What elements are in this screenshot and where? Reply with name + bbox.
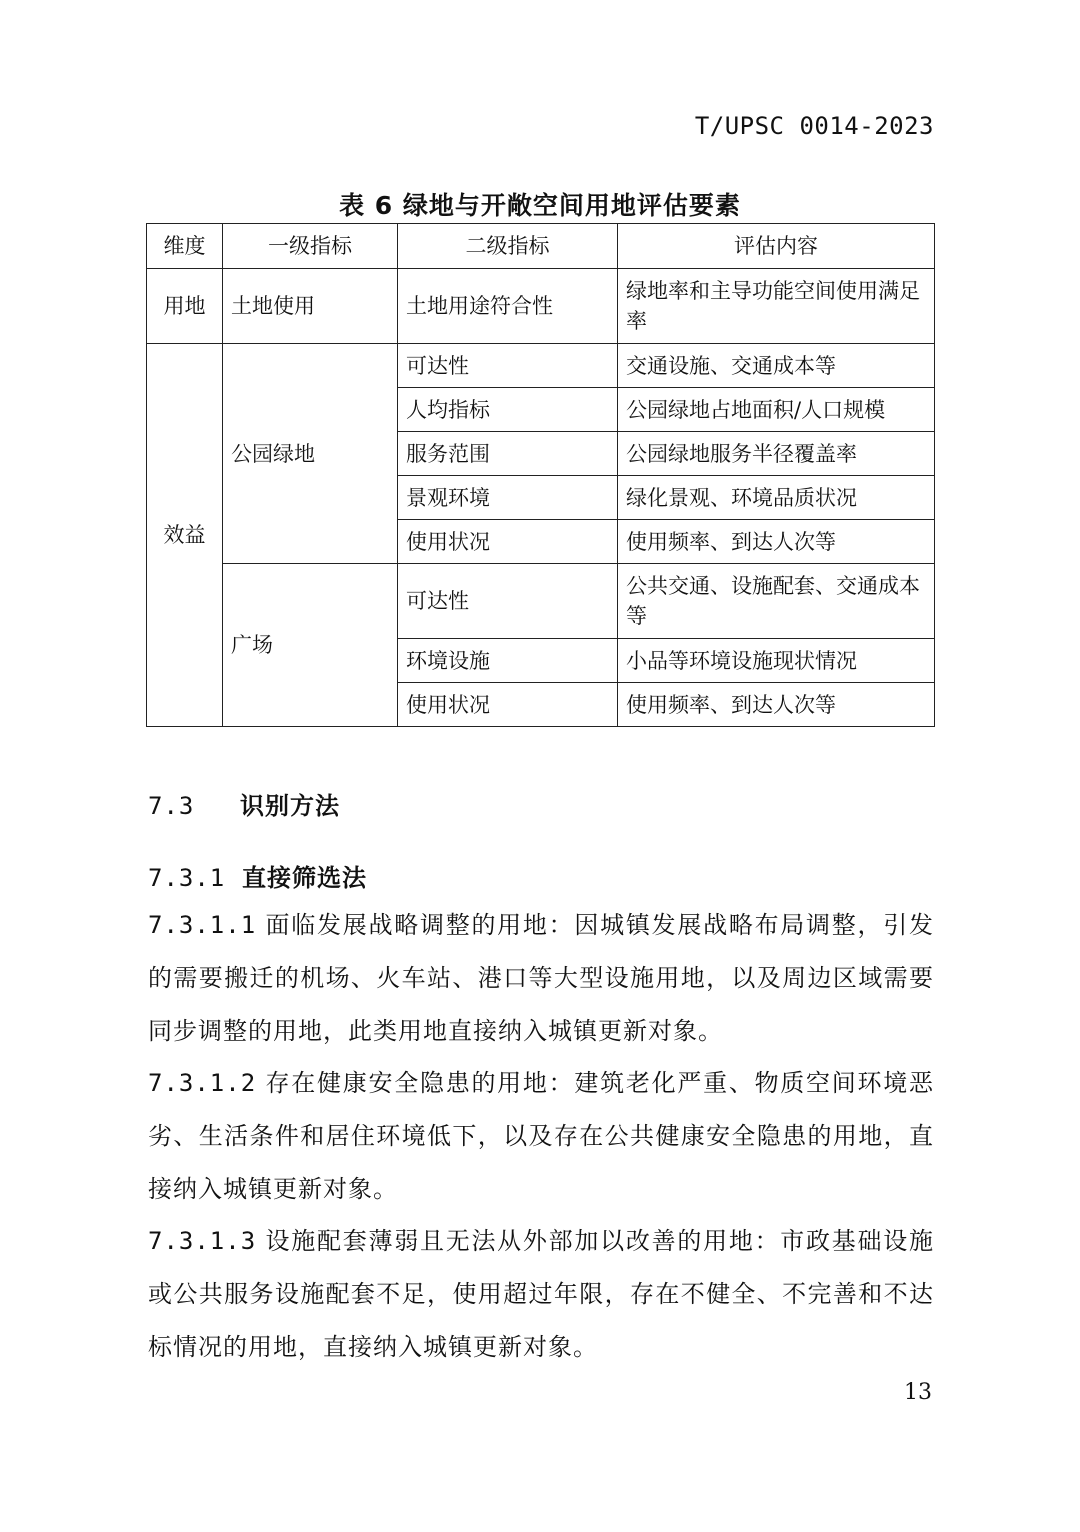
clause-number: 7.3.1.3 [148, 1227, 257, 1255]
page-number: 13 [904, 1380, 932, 1405]
cell-content: 公共交通、设施配套、交通成本等 [618, 564, 935, 639]
cell-level2: 环境设施 [398, 639, 618, 683]
cell-content: 交通设施、交通成本等 [618, 344, 935, 388]
column-header-dimension: 维度 [147, 224, 223, 269]
section-heading-7-3-1 [148, 858, 367, 893]
section-title: 识别方法 [240, 792, 340, 820]
cell-dimension-land: 用地 [147, 269, 223, 344]
table-title: 表 6 绿地与开敞空间用地评估要素 [339, 191, 741, 220]
cell-level1-park: 公园绿地 [223, 344, 398, 564]
table-row [147, 564, 935, 639]
cell-level2: 人均指标 [398, 388, 618, 432]
clause-number: 7.3.1.1 [148, 911, 257, 939]
table-row [147, 344, 935, 388]
column-header-content: 评估内容 [618, 224, 935, 269]
section-number: 7.3 [148, 792, 195, 820]
cell-content: 绿地率和主导功能空间使用满足率 [618, 269, 935, 344]
cell-level2: 服务范围 [398, 432, 618, 476]
clause-text: 设施配套薄弱且无法从外部加以改善的用地：市政基础设施或公共服务设施配套不足，使用超过年限，存在不健全、不完善和不达标情况的用地，直接纳入城镇更新对象。 [148, 1227, 934, 1361]
cell-level2: 可达性 [398, 564, 618, 639]
cell-level2: 可达性 [398, 344, 618, 388]
cell-level2: 景观环境 [398, 476, 618, 520]
cell-content: 小品等环境设施现状情况 [618, 639, 935, 683]
cell-level1-plaza: 广场 [223, 564, 398, 727]
cell-level2: 土地用途符合性 [398, 269, 618, 344]
column-header-level2: 二级指标 [398, 224, 618, 269]
cell-content: 使用频率、到达人次等 [618, 520, 935, 564]
document-code: T/UPSC 0014-2023 [694, 112, 934, 140]
cell-level2: 使用状况 [398, 520, 618, 564]
clause-number: 7.3.1.2 [148, 1069, 257, 1097]
cell-content: 公园绿地占地面积/人口规模 [618, 388, 935, 432]
cell-dimension-benefit: 效益 [147, 344, 223, 727]
table-header-row [147, 224, 935, 269]
column-header-level1: 一级指标 [223, 224, 398, 269]
section-heading-7-3 [148, 786, 340, 821]
clause-text: 存在健康安全隐患的用地：建筑老化严重、物质空间环境恶劣、生活条件和居住环境低下，以及存在公共健康安全隐患的用地，直接纳入城镇更新对象。 [148, 1069, 934, 1203]
clause-text: 面临发展战略调整的用地：因城镇发展战略布局调整，引发的需要搬迁的机场、火车站、港口等大型设施用地，以及周边区域需要同步调整的用地，此类用地直接纳入城镇更新对象。 [148, 911, 934, 1045]
paragraph-7-3-1-3 [148, 1215, 934, 1374]
paragraph-7-3-1-1 [148, 899, 934, 1058]
cell-level2: 使用状况 [398, 683, 618, 727]
cell-content: 绿化景观、环境品质状况 [618, 476, 935, 520]
assessment-table [146, 223, 935, 727]
cell-level1: 土地使用 [223, 269, 398, 344]
paragraph-7-3-1-2 [148, 1057, 934, 1216]
section-title: 直接筛选法 [242, 864, 367, 892]
table-row [147, 269, 935, 344]
cell-content: 使用频率、到达人次等 [618, 683, 935, 727]
cell-content: 公园绿地服务半径覆盖率 [618, 432, 935, 476]
section-number: 7.3.1 [148, 864, 226, 892]
